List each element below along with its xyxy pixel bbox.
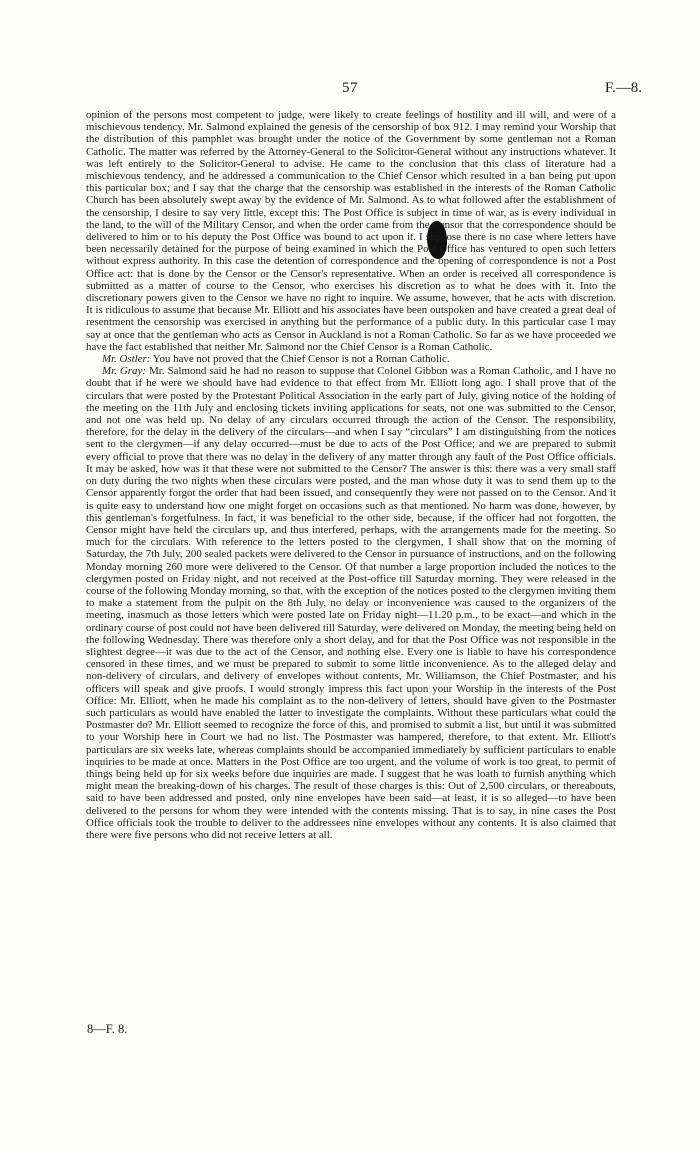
paragraph-1: opinion of the persons most competent to judge, were likely to create feelings of hostility and ill will, and were of a mischievous tendency. Mr. Salmond explained the genesis of the censorship of box 912. I may remind your Worship that the distribution of this pamphlet was brought under the notice of the Government by some gentleman not a Roman Catholic. The matter was referred by the Attorney-General to the Solicitor-General without any instructions whatever. It was left entirely to the Solicitor-General to advise. He came to the conclusion that this class of literature had a mischievous tendency, and he addressed a communication to the Chief Censor which resulted in a ban being put upon this particular box; and I say that the charge that the censorship was established in the interests of the Roman Catholic Church has been absolutely swept away by the evidence of Mr. Salmond. As to what followed after the establishment of the censorship, I desire to say very little, except this: The Post Office is subject in time of war, as is every individual in the land, to the will of the Military Censor, and when the order came from the Censor that the correspondence should be delivered to him or to his deputy the Post Office was bound to act upon it. I suppose there is no case where letters have been necessarily detained for the purpose of being examined in which the Post Office has ventured to open such letters without express authority. In this case the detention of correspondence and the opening of correspondence is not a Post Office act: that is done by the Censor or the Censor's representative. When an order is received all correspondence is submitted as a matter of course to the Censor, who exercises his discretion as to what he does with it. Into the discretionary powers given to the Censor we have no right to inquire. We assume, however, that he acts with discretion. It is ridiculous to assume that because Mr. Elliott and his associates have been outspoken and have created a great deal of resentment the censorship was exercised in anything but the performance of a public duty. In this particular case I may say at once that the gentleman who acts as Censor in Auckland is not a Roman Catholic. So far as we have proceeded we have the fact established that neither Mr. Salmond nor the Chief Censor is a Roman Catholic. xyxy=(86,109,616,353)
speaker-label: Mr. Ostler: xyxy=(102,353,151,366)
sheet-signature: 8—F. 8. xyxy=(87,1022,128,1036)
paragraph-text: You have not proved that the Chief Censor is not a Roman Catholic. xyxy=(152,353,450,366)
speaker-label: Mr. Gray: xyxy=(102,365,146,378)
page-number: 57 xyxy=(342,80,358,96)
paragraph-2 xyxy=(86,353,616,365)
body-text xyxy=(86,109,616,841)
paper-reference: F.—8. xyxy=(604,80,642,96)
paragraph-3 xyxy=(86,365,616,841)
paragraph-text: Mr. Salmond said he had no reason to suppose that Colonel Gibbon was a Roman Catholic, and I have no doubt that if he were we should have had evidence to that effect from Mr. Elliott long ago. I shall prove that of the circulars that were posted by the Protestant Political Association in the early part of July, giving notice of the holding of the meeting on the 11th July and enclosing tickets inviting applications for seats, not one was submitted to the Censor, and not one was held up. No delay of any circulars occurred through the action of the Censor. The responsibility, therefore, for the delay in the delivery of the circulars—and when I say “circulars” I am distinguishing from the notices sent to the clergymen—if any delay occurred—must be due to acts of the Post Office; and we are prepared to submit every official to prove that there was no delay in the delivery of any matter through any fault of the Post Office officials. It may be asked, how was it that these were not submitted to the Censor? The answer is this: there was a very small staff on duty during the two nights when these circulars were posted, and the man whose duty it was to send them up to the Censor apparently forgot the order that had been issued, and consequently they were not passed on to the Censor. And it is quite easy to understand how one might forget on occasions such as that mentioned. No harm was done, however, by this gentleman's forgetfulness. In fact, it was beneficial to the other side, because, if the officer had not forgotten, the Censor might have held the circulars up, and thus interfered, perhaps, with the arrangements made for the meeting. So much for the circulars. With reference to the letters posted to the clergymen, I shall show that on the morning of Saturday, the 7th July, 200 sealed packets were delivered to the Censor in pursuance of instructions, and on the following Monday morning 260 more were delivered to the Censor. Of that number a large proportion included the notices to the clergymen posted on Friday night, and not received at the Post-office till Saturday morning. They were released in the course of the following Monday morning, so that, with the exception of the notices posted to the clergymen inviting them to make a statement from the pulpit on the 8th July, no delay or inconvenience was caused to the organizers of the meeting, inasmuch as those letters which were posted late on Friday night—11.20 p.m., to be exact—and which in the ordinary course of post could not have been delivered till Saturday, were delivered on Monday, the meeting being held on the following Wednesday. There was therefore only a short delay, and for that the Post Office was not responsible in the slightest degree—it was due to the act of the Censor, and nothing else. Every one is liable to have his correspondence censored in these times, and we must be prepared to submit to some little inconvenience. As to the alleged delay and non-delivery of circulars, and delivery of envelopes without contents, Mr. Williamson, the Chief Postmaster, and his officers will speak and give proofs. I would strongly impress this fact upon your Worship in the interests of the Post Office: Mr. Elliott, when he made his complaint as to the non-delivery of letters, should have given to the Postmaster such particulars as would have enabled the latter to investigate the complaints. Without these particulars what could the Postmaster do? Mr. Elliott seemed to recognize the force of this, and promised to submit a list, but until it was submitted to your Worship here in Court we had no list. The Postmaster was hampered, therefore, to that extent. Mr. Elliott's particulars are six weeks late, whereas complaints should be accompanied immediately by sufficient particulars to enable inquiries to be made at once. Matters in the Post Office are too urgent, and the volume of work is too great, to permit of things being held up for six weeks before due inquiries are made. I suggest that he was loath to furnish anything which might mean the breaking-down of his charges. The result of those charges is this: Out of 2,500 circulars, or thereabouts, said to have been addressed and posted, only nine envelopes have been said—at least, it is so alleged—to have been delivered to the persons for whom they were intended with the contents missing. That is to say, in nine cases the Post Office officials took the trouble to deliver to the addressees nine envelopes without any contents. It is also claimed that there were five persons who did not receive letters at all. xyxy=(86,365,616,841)
